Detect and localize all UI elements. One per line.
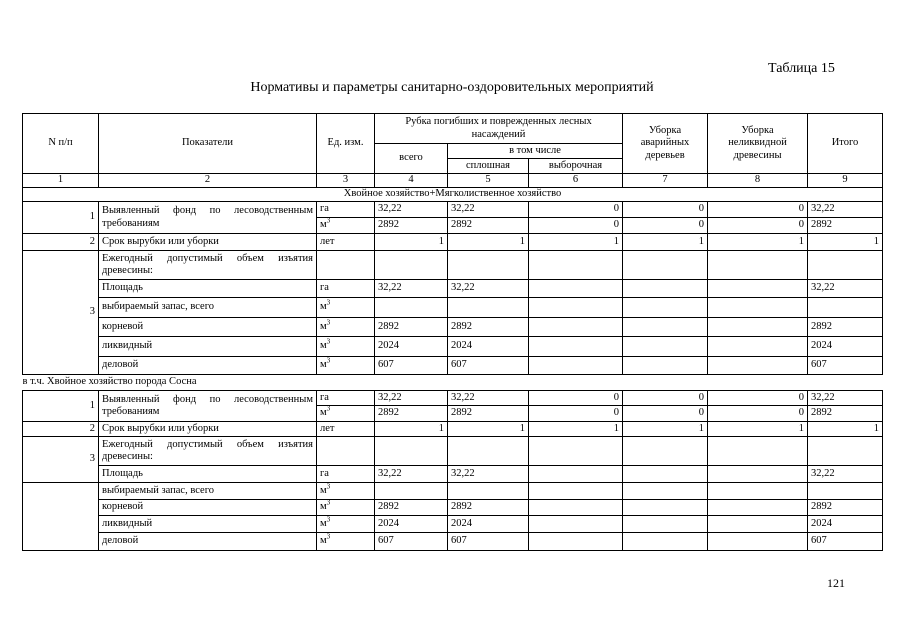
empty-cell [448,483,529,500]
empty-cell [708,466,808,483]
row-label: ликвидный [99,516,317,533]
table-title: Нормативы и параметры санитарно-оздоровительных мероприятий [250,80,654,95]
empty-cell [529,298,623,318]
value-cell: 1 [708,422,808,437]
value-cell: 0 [623,202,708,218]
value-cell: 2892 [375,500,448,516]
col-number: 4 [375,174,448,188]
empty-cell [623,466,708,483]
table-row [23,391,883,406]
value-cell: 2024 [808,516,883,533]
row-num: 2 [23,422,99,437]
empty-cell [708,280,808,298]
empty-cell [529,500,623,516]
table-row [23,280,883,298]
value-cell: 2892 [808,218,883,234]
empty-cell [623,500,708,516]
empty-cell [375,437,448,466]
value-cell: 0 [529,218,623,234]
empty-cell [529,337,623,357]
empty-cell [529,280,623,298]
table-row [23,533,883,551]
value-cell: 2024 [448,516,529,533]
value-cell: 32,22 [375,466,448,483]
value-cell: 2892 [375,318,448,337]
row-label: выбираемый запас, всего [99,298,317,318]
row-label: корневой [99,318,317,337]
row-num: 2 [23,234,99,251]
empty-cell [317,437,375,466]
value-cell: 1 [375,234,448,251]
empty-cell [623,280,708,298]
value-cell: 607 [375,533,448,551]
value-cell: 1 [448,234,529,251]
unit-cell: $м^3$ [317,318,375,337]
empty-cell [623,298,708,318]
empty-cell [448,251,529,280]
value-cell: 2024 [448,337,529,357]
row-num: 1 [23,202,99,234]
header-unit: Ед. изм. [317,114,375,174]
row-label: Площадь [99,466,317,483]
value-cell: 1 [623,422,708,437]
value-cell: 32,22 [448,391,529,406]
empty-cell [623,337,708,357]
empty-cell [708,483,808,500]
empty-cell [708,337,808,357]
section-title: Хвойное хозяйство+Мягколиственное хозяйство [23,188,883,202]
unit-cell: $м^3$ [317,218,375,234]
table-row [23,202,883,218]
empty-cell [448,437,529,466]
table-row [23,483,883,500]
value-cell: 0 [708,406,808,422]
header-selective: выборочная [529,159,623,174]
row-label: Ежегодный допустимый объем изъятия древесины: [99,251,317,280]
empty-cell [623,357,708,375]
empty-cell [529,533,623,551]
value-cell: 607 [808,533,883,551]
empty-cell [708,533,808,551]
header-total: всего [375,144,448,174]
row-label: Выявленный фонд по лесоводственным требованиям [99,202,317,234]
value-cell: 607 [808,357,883,375]
table-row [23,337,883,357]
norms-table [22,113,883,551]
table-row [23,357,883,375]
header-illiquid: Уборка неликвидной древесины [708,114,808,174]
value-cell: 2892 [808,406,883,422]
col-number: 2 [99,174,317,188]
value-cell: 32,22 [448,466,529,483]
unit-cell: лет [317,422,375,437]
unit-cell: га [317,391,375,406]
value-cell: 32,22 [375,202,448,218]
table-row [23,251,883,280]
value-cell: 2892 [375,218,448,234]
value-cell: 0 [708,391,808,406]
col-number: 1 [23,174,99,188]
table-row [23,234,883,251]
col-number: 9 [808,174,883,188]
value-cell: 2892 [448,218,529,234]
empty-cell [623,533,708,551]
value-cell: 32,22 [808,280,883,298]
empty-cell [529,466,623,483]
empty-cell [623,516,708,533]
empty-cell [623,318,708,337]
value-cell: 0 [708,202,808,218]
unit-cell: $м^3$ [317,337,375,357]
header-clear: сплошная [448,159,529,174]
header-row [23,114,883,144]
header-felling: Рубка погибших и поврежденных лесных насаждений [375,114,623,144]
value-cell: 2892 [808,318,883,337]
value-cell: 32,22 [808,202,883,218]
value-cell: 32,22 [448,202,529,218]
empty-cell [529,318,623,337]
header-emergency: Уборка аварийных деревьев [623,114,708,174]
empty-cell [708,298,808,318]
value-cell: 1 [529,234,623,251]
col-number: 8 [708,174,808,188]
header-num: N п/п [23,114,99,174]
row-label: Выявленный фонд по лесоводственным требованиям [99,391,317,422]
value-cell: 1 [808,234,883,251]
value-cell: 2892 [448,500,529,516]
row-label: деловой [99,357,317,375]
empty-cell [808,483,883,500]
value-cell: 2892 [808,500,883,516]
empty-cell [708,500,808,516]
col-number: 6 [529,174,623,188]
empty-cell [708,516,808,533]
value-cell: 2892 [448,406,529,422]
unit-cell: $м^3$ [317,533,375,551]
value-cell: 0 [529,406,623,422]
section-title-row [23,188,883,202]
empty-cell [529,483,623,500]
empty-cell [375,483,448,500]
empty-cell [375,251,448,280]
header-sum: Итого [808,114,883,174]
row-label: Площадь [99,280,317,298]
value-cell: 607 [448,533,529,551]
value-cell: 2024 [808,337,883,357]
value-cell: 0 [529,202,623,218]
row-label: выбираемый запас, всего [99,483,317,500]
unit-cell: га [317,280,375,298]
table-row [23,298,883,318]
row-label: Ежегодный допустимый объем изъятия древесины: [99,437,317,466]
empty-cell [623,483,708,500]
table-row [23,516,883,533]
row-label: деловой [99,533,317,551]
row-num: 1 [23,391,99,422]
empty-cell [448,298,529,318]
empty-cell [375,298,448,318]
value-cell: 607 [448,357,529,375]
value-cell: 1 [623,234,708,251]
page-number: 121 [827,576,845,590]
table-row [23,437,883,466]
value-cell: 2024 [375,337,448,357]
unit-cell: га [317,466,375,483]
empty-cell [708,251,808,280]
table-row [23,318,883,337]
row-num: 3 [23,437,99,483]
value-cell: 32,22 [808,391,883,406]
table-row [23,466,883,483]
header-incl: в том числе [448,144,623,159]
value-cell: 32,22 [448,280,529,298]
empty-cell [708,357,808,375]
empty-cell [623,251,708,280]
table-row [23,500,883,516]
value-cell: 1 [808,422,883,437]
unit-cell: га [317,202,375,218]
unit-cell: лет [317,234,375,251]
row-label: ликвидный [99,337,317,357]
value-cell: 32,22 [375,391,448,406]
value-cell: 0 [623,218,708,234]
value-cell: 2892 [448,318,529,337]
empty-cell [317,251,375,280]
empty-cell [529,516,623,533]
unit-cell: $м^3$ [317,500,375,516]
empty-cell [623,437,708,466]
unit-cell: $м^3$ [317,483,375,500]
unit-cell: $м^3$ [317,406,375,422]
row-label: Срок вырубки или уборки [99,422,317,437]
section-title-row [23,375,883,391]
header-indicators: Показатели [99,114,317,174]
row-num: 3 [23,251,99,375]
empty-cell [23,483,99,551]
value-cell: 2892 [375,406,448,422]
empty-cell [808,437,883,466]
col-number: 3 [317,174,375,188]
empty-cell [708,437,808,466]
col-number: 7 [623,174,708,188]
value-cell: 0 [708,218,808,234]
unit-cell: $м^3$ [317,357,375,375]
value-cell: 0 [623,406,708,422]
value-cell: 32,22 [375,280,448,298]
value-cell: 0 [529,391,623,406]
section-title: в т.ч. Хвойное хозяйство порода Сосна [23,375,883,391]
table-row [23,422,883,437]
empty-cell [708,318,808,337]
value-cell: 0 [623,391,708,406]
value-cell: 1 [448,422,529,437]
row-label: корневой [99,500,317,516]
value-cell: 2024 [375,516,448,533]
table-label: Таблица 15 [768,61,835,76]
value-cell: 1 [529,422,623,437]
value-cell: 32,22 [808,466,883,483]
col-number: 5 [448,174,529,188]
row-label: Срок вырубки или уборки [99,234,317,251]
empty-cell [529,251,623,280]
unit-cell: $м^3$ [317,298,375,318]
value-cell: 1 [708,234,808,251]
empty-cell [529,437,623,466]
column-number-row [23,174,883,188]
value-cell: 607 [375,357,448,375]
unit-cell: $м^3$ [317,516,375,533]
empty-cell [808,251,883,280]
value-cell: 1 [375,422,448,437]
empty-cell [808,298,883,318]
empty-cell [529,357,623,375]
